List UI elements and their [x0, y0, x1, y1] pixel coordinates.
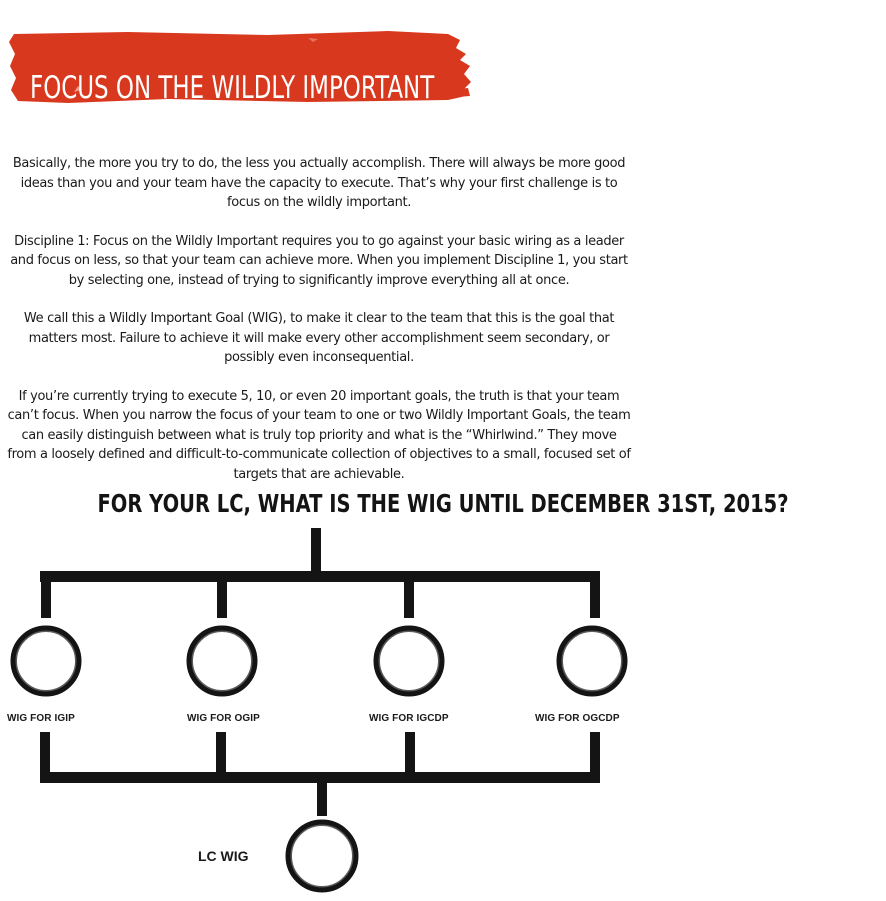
- page-title: FOCUS ON THE WILDLY IMPORTANT: [30, 70, 435, 106]
- wig-tree-diagram: [0, 520, 638, 901]
- drop-line: [41, 576, 51, 618]
- paragraph: If you’re currently trying to execute 5, 10, or even 20 important goals, the truth is that your team can’t focus. When you narrow the focus of your team to one or two Wildly Important Goals, the team can easily distinguish between what is truly top priority and what is the “Whirlwind.” They move from a loosely defined and difficult-to-communicate collection of objectives to a small, focused set of targets that are achievable.: [7, 388, 631, 482]
- paragraph: Basically, the more you try to do, the less you actually accomplish. There will always be more good ideas than you and your team have the capacity to execute. That’s why your first challenge is to focus on the wildly important.: [12, 156, 626, 210]
- branch-label-igip: WIG FOR IGIP: [7, 713, 75, 724]
- top-bar-line: [40, 571, 600, 582]
- branch-label-igcdp: WIG FOR IGCDP: [369, 713, 449, 724]
- branch-circle: [559, 628, 625, 694]
- drop-line: [217, 576, 227, 618]
- question-text: FOR YOUR LC, WHAT IS THE WIG UNTIL DECEMBER 31ST, 2015?: [97, 489, 789, 518]
- drop-line: [404, 576, 414, 618]
- tree-lines: [0, 520, 638, 901]
- bottom-trunk-line: [317, 778, 327, 816]
- top-trunk-line: [311, 528, 321, 576]
- paragraph: We call this a Wildly Important Goal (WIG), to make it clear to the team that this is the goal that matters most. Failure to achieve it will make every other accomplishment seem secondary, or possibly even inconsequential.: [23, 311, 615, 365]
- branch-circle: [189, 628, 255, 694]
- root-label-lc-wig: LC WIG: [198, 848, 249, 864]
- root-circle: [288, 822, 356, 890]
- paragraph: Discipline 1: Focus on the Wildly Important requires you to go against your basic wiring as a leader and focus on less, so that your team can achieve more. When you implement Discipline 1, you start by selecting one, instead of trying to significantly improve everything all at once.: [10, 233, 628, 288]
- body-text: [6, 154, 632, 503]
- drop-line: [590, 576, 600, 618]
- branch-label-ogip: WIG FOR OGIP: [187, 713, 260, 724]
- title-banner: [8, 30, 473, 106]
- branch-circle: [376, 628, 442, 694]
- branch-circle: [13, 628, 79, 694]
- question-heading: [0, 489, 789, 518]
- branch-label-ogcdp: WIG FOR OGCDP: [535, 713, 620, 724]
